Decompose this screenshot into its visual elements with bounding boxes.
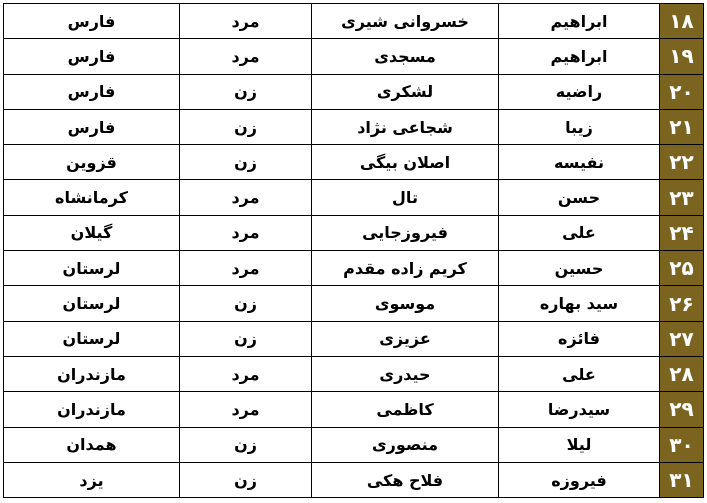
first-name-cell: ابراهیم: [499, 39, 660, 74]
table-row: [4, 215, 704, 250]
table-row: [4, 251, 704, 286]
table-row: [4, 321, 704, 356]
gender-cell: مرد: [180, 180, 312, 215]
row-number: ۱۹: [660, 39, 704, 74]
last-name-cell: عزیزی: [312, 321, 499, 356]
first-name-cell: علی: [499, 215, 660, 250]
last-name-cell: فلاح هکی: [312, 462, 499, 497]
first-name-cell: فیروزه: [499, 462, 660, 497]
row-number: ۲۵: [660, 251, 704, 286]
gender-cell: زن: [180, 145, 312, 180]
table-row: [4, 145, 704, 180]
table-row: [4, 286, 704, 321]
last-name-cell: مسجدی: [312, 39, 499, 74]
first-name-cell: حسین: [499, 251, 660, 286]
province-cell: لرستان: [4, 251, 180, 286]
province-cell: لرستان: [4, 321, 180, 356]
province-cell: فارس: [4, 74, 180, 109]
gender-cell: زن: [180, 462, 312, 497]
first-name-cell: زیبا: [499, 109, 660, 144]
table-row: [4, 4, 704, 39]
province-cell: فارس: [4, 4, 180, 39]
table-row: [4, 427, 704, 462]
first-name-cell: سیدرضا: [499, 392, 660, 427]
row-number: ۳۰: [660, 427, 704, 462]
last-name-cell: اصلان بیگی: [312, 145, 499, 180]
gender-cell: زن: [180, 109, 312, 144]
row-number: ۲۷: [660, 321, 704, 356]
row-number: ۱۸: [660, 4, 704, 39]
first-name-cell: راضیه: [499, 74, 660, 109]
row-number: ۲۴: [660, 215, 704, 250]
table-row: [4, 356, 704, 391]
roster-body: [4, 4, 704, 498]
first-name-cell: لیلا: [499, 427, 660, 462]
row-number: ۲۰: [660, 74, 704, 109]
gender-cell: مرد: [180, 356, 312, 391]
province-cell: مازندران: [4, 356, 180, 391]
last-name-cell: لشکری: [312, 74, 499, 109]
gender-cell: زن: [180, 321, 312, 356]
last-name-cell: حیدری: [312, 356, 499, 391]
first-name-cell: نفیسه: [499, 145, 660, 180]
last-name-cell: موسوی: [312, 286, 499, 321]
gender-cell: مرد: [180, 392, 312, 427]
province-cell: فارس: [4, 39, 180, 74]
last-name-cell: خسروانی شیری: [312, 4, 499, 39]
table-row: [4, 74, 704, 109]
row-number: ۲۳: [660, 180, 704, 215]
last-name-cell: شجاعی نژاد: [312, 109, 499, 144]
roster-table: [3, 3, 704, 498]
first-name-cell: علی: [499, 356, 660, 391]
row-number: ۲۸: [660, 356, 704, 391]
table-row: [4, 392, 704, 427]
gender-cell: مرد: [180, 215, 312, 250]
row-number: ۲۹: [660, 392, 704, 427]
row-number: ۳۱: [660, 462, 704, 497]
table-row: [4, 180, 704, 215]
gender-cell: زن: [180, 427, 312, 462]
first-name-cell: سید بهاره: [499, 286, 660, 321]
first-name-cell: ابراهیم: [499, 4, 660, 39]
gender-cell: زن: [180, 74, 312, 109]
row-number: ۲۱: [660, 109, 704, 144]
province-cell: همدان: [4, 427, 180, 462]
province-cell: کرمانشاه: [4, 180, 180, 215]
row-number: ۲۶: [660, 286, 704, 321]
gender-cell: مرد: [180, 251, 312, 286]
province-cell: فارس: [4, 109, 180, 144]
last-name-cell: تال: [312, 180, 499, 215]
last-name-cell: کاظمی: [312, 392, 499, 427]
first-name-cell: حسن: [499, 180, 660, 215]
province-cell: مازندران: [4, 392, 180, 427]
gender-cell: مرد: [180, 4, 312, 39]
province-cell: گیلان: [4, 215, 180, 250]
gender-cell: زن: [180, 286, 312, 321]
province-cell: قزوین: [4, 145, 180, 180]
table-row: [4, 39, 704, 74]
first-name-cell: فائزه: [499, 321, 660, 356]
province-cell: یزد: [4, 462, 180, 497]
last-name-cell: فیروزجایی: [312, 215, 499, 250]
row-number: ۲۲: [660, 145, 704, 180]
table-row: [4, 462, 704, 497]
table-row: [4, 109, 704, 144]
gender-cell: مرد: [180, 39, 312, 74]
last-name-cell: منصوری: [312, 427, 499, 462]
last-name-cell: کریم زاده مقدم: [312, 251, 499, 286]
province-cell: لرستان: [4, 286, 180, 321]
